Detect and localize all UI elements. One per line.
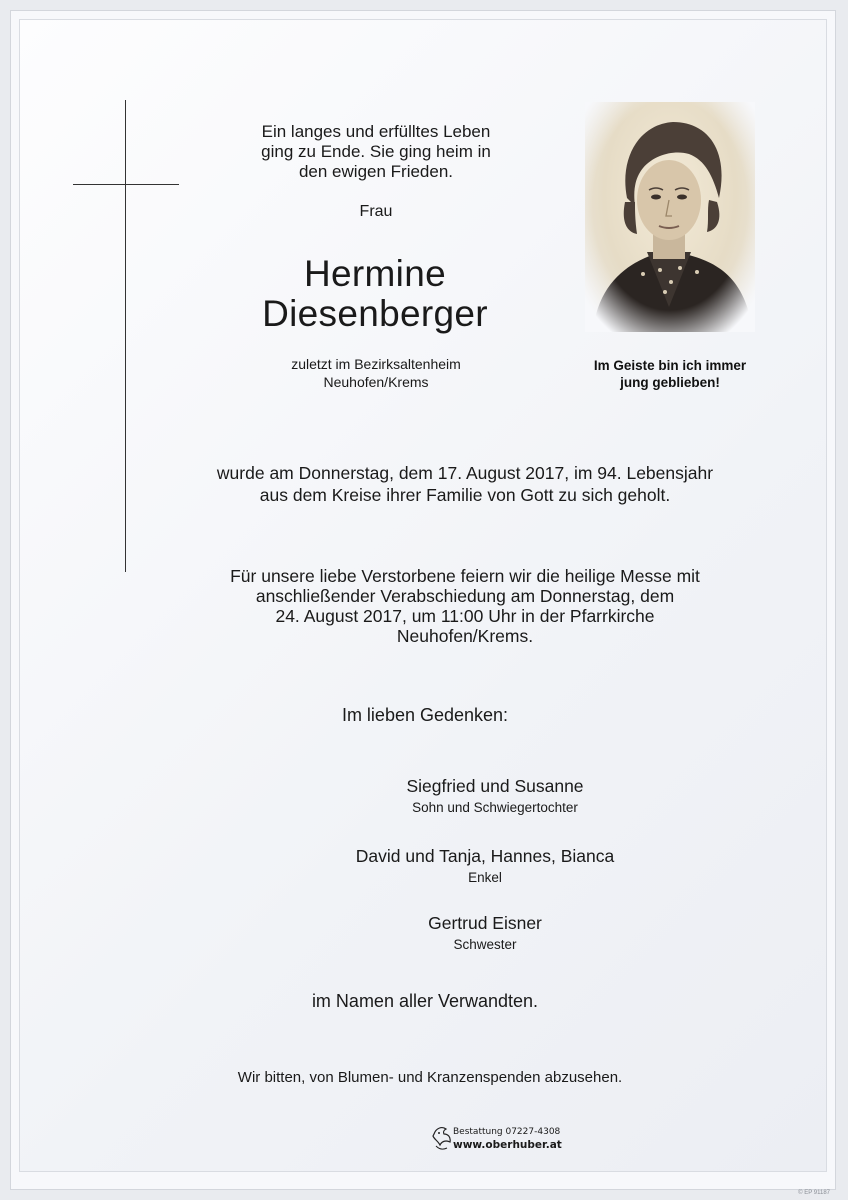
deceased-last-name: Diesenberger <box>262 293 488 334</box>
print-code: © EP 91187 <box>798 1190 830 1196</box>
mourner <box>280 776 710 815</box>
cross-icon-bar <box>73 184 179 185</box>
mass-line: Für unsere liebe Verstorbene feiern wir die heilige Messe mit <box>230 566 700 586</box>
mass-line: 24. August 2017, um 11:00 Uhr in der Pfarrkirche <box>275 606 655 626</box>
mourner-name: David und Tanja, Hannes, Bianca <box>355 846 615 866</box>
mourner <box>270 913 700 952</box>
deceased-name <box>210 254 540 334</box>
mourner-relation: Schwester <box>453 937 517 952</box>
mourner-relation: Sohn und Schwiegertochter <box>412 800 578 815</box>
mass-notice <box>150 566 780 646</box>
signoff: im Namen aller Verwandten. <box>311 991 539 1011</box>
intro-line: den ewigen Frieden. <box>298 162 454 181</box>
mass-line: Neuhofen/Krems. <box>396 626 534 646</box>
funeral-home-logo <box>428 1124 568 1158</box>
portrait-photo <box>585 102 755 332</box>
flowers-note: Wir bitten, von Blumen- und Kranzenspenden abzusehen. <box>237 1069 623 1086</box>
funeral-home-website: www.oberhuber.at <box>453 1139 562 1151</box>
deceased-first-name: Hermine <box>304 253 446 294</box>
mourner-relation: Enkel <box>468 870 502 885</box>
death-line: wurde am Donnerstag, dem 17. August 2017, im 94. Lebensjahr <box>216 463 714 483</box>
quote-line: Im Geiste bin ich immer <box>593 358 747 373</box>
death-line: aus dem Kreise ihrer Familie von Gott zu sich geholt. <box>259 485 671 505</box>
mass-line: anschließender Verabschiedung am Donnerstag, dem <box>255 586 675 606</box>
mourner <box>270 846 700 885</box>
intro-line: Ein langes und erfülltes Leben <box>261 122 491 141</box>
residence-line: Neuhofen/Krems <box>323 374 429 390</box>
mourner-name: Siegfried und Susanne <box>406 776 584 796</box>
last-residence <box>226 355 526 391</box>
salutation: Frau <box>359 203 393 220</box>
quote <box>580 357 760 391</box>
death-notice <box>150 462 780 506</box>
bird-logo-icon <box>430 1124 454 1154</box>
cross-icon <box>125 100 126 572</box>
mourner-name: Gertrud Eisner <box>428 913 542 933</box>
residence-line: zuletzt im Bezirksaltenheim <box>291 356 461 372</box>
funeral-home-phone: Bestattung 07227-4308 <box>453 1127 561 1137</box>
memory-heading: Im lieben Gedenken: <box>341 705 509 725</box>
intro-text <box>226 122 526 182</box>
quote-line: jung geblieben! <box>620 375 720 390</box>
intro-line: ging zu Ende. Sie ging heim in <box>261 142 491 161</box>
